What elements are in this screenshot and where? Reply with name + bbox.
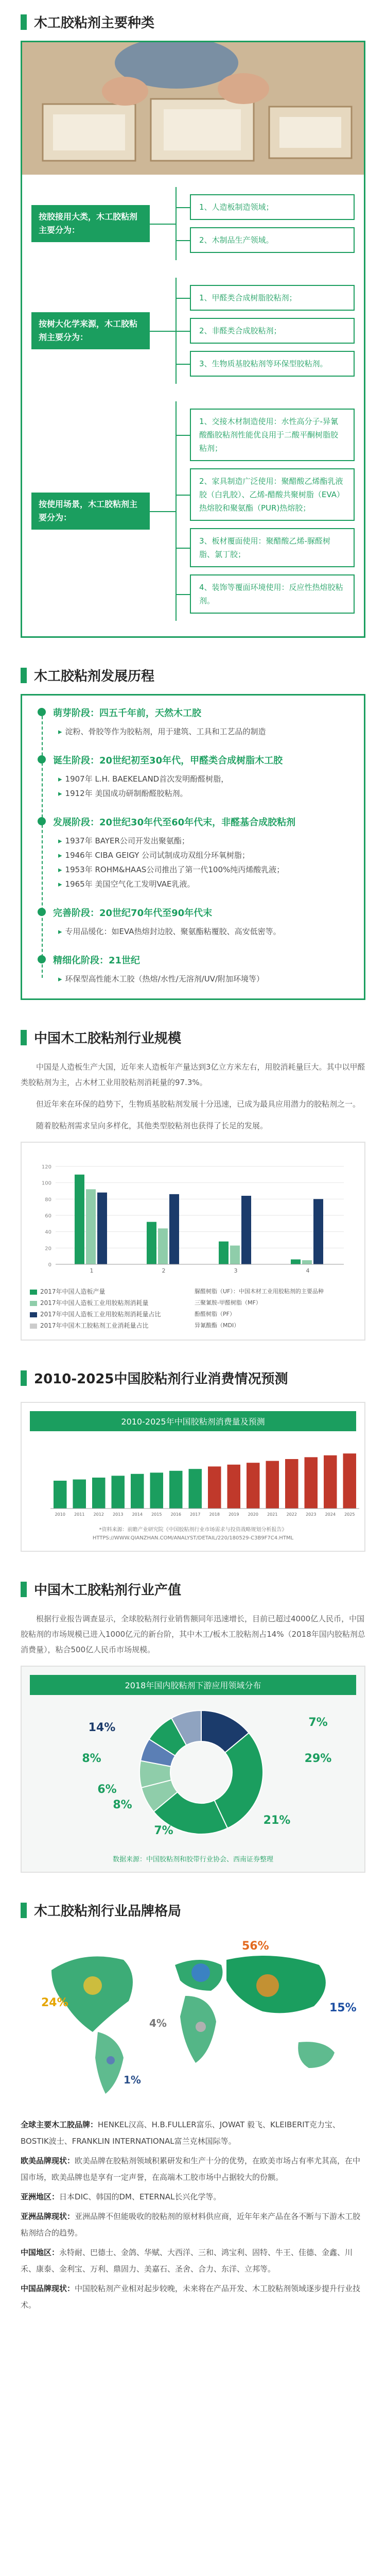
chart-value-card (21, 1666, 365, 1873)
y-tick-label: 80 (45, 1197, 51, 1203)
section-bar (21, 14, 27, 30)
section-title-types (0, 0, 386, 41)
world-map (21, 1929, 365, 2106)
era-dot (38, 755, 46, 764)
value-paragraph: 根据行业报告调查显示，全球胶粘剂行业销售额同年迅速增长，目前已超过4000亿人民币，中国胶粘剂的市场规模已进入1000亿元的新台阶，其中木工/板木工胶粘剂占14%（2018年国内胶粘剂总消费量），粘合500亿人民币市场规模。 (21, 1614, 365, 1654)
pie-pct-label: 14% (88, 1721, 116, 1734)
brand-value: 欧美品牌在胶粘剂领域积累研发和生产十分的优势，在欧美市场占有率尤其高，在中国市场，欧美品牌也是享有一定声誉，在高端木工胶市场中占据较大的份额。 (21, 2156, 361, 2182)
era-line: ▸ 1946年 CIBA GEIGY 公司试制成功双组分环氧树脂； (53, 848, 350, 862)
legend-entry (30, 1286, 195, 1297)
brand-value: 永特耐、巴德士、金鸽、华赋、大西洋、三和、鸿宝利、固特、牛王、佳德、金鑫、川禾、康泰、金利宝、万利、鼎固力、美嘉石、圣舍、合力、东洋、立邦等。 (21, 2248, 353, 2274)
x-tick-label: 2024 (325, 1512, 336, 1517)
market-paragraph: 但近年来在环保的趋势下，生物质基胶粘剂发展十分迅速，已成为最具应用潜力的胶粘剂之一。 (36, 1099, 361, 1109)
section-title-history (0, 653, 386, 694)
x-tick-label: 2025 (344, 1512, 355, 1517)
history-era (53, 953, 350, 986)
section-bar (21, 1903, 27, 1918)
bar (343, 1453, 357, 1509)
brand-paragraph (21, 2153, 365, 2185)
chart-note: 异氰酸酯（MDI） (195, 1322, 240, 1329)
x-tick-label: 2017 (190, 1512, 201, 1517)
tree-item: 2、木制品生产领域。 (190, 227, 355, 253)
bar (54, 1481, 67, 1509)
tree-group-label: 按树大化学来源，木工胶粘剂主要分为： (31, 312, 150, 349)
era-line: ▸ 1907年 L.H. BAEKELAND首次发明酚醛树脂， (53, 772, 350, 786)
pie-pct-label: 29% (304, 1752, 332, 1765)
section-title-text: 2010-2025中国胶粘剂行业消费情况预测 (34, 1371, 288, 1387)
brand-key: 全球主要木工胶品牌： (21, 2120, 98, 2129)
y-tick-label: 120 (41, 1164, 51, 1170)
market-paragraph: 随着胶粘剂需求呈向多样化，其他类型胶粘剂也获得了长足的发展。 (36, 1121, 268, 1130)
section-title-text: 中国木工胶粘剂行业产值 (34, 1583, 182, 1598)
tree-connector (150, 511, 176, 512)
era-line: ▸ 专用品缓化：如EVA热熔封边胶、聚氨酯粘覆胶、高安低密等。 (53, 924, 350, 939)
x-tick-label: 2013 (113, 1512, 124, 1517)
tree-group-label: 按使用场景，木工胶粘剂主要分为： (31, 493, 150, 530)
x-tick-label: 2011 (74, 1512, 85, 1517)
era-line: ▸ 1953年 ROHM&HAAS公司推出了第一代100%纯丙烯酸乳液； (53, 862, 350, 877)
chart-market-legend (30, 1286, 195, 1331)
era-dot (38, 708, 46, 716)
bar (75, 1175, 84, 1264)
pie-pct-label: 6% (97, 1783, 117, 1796)
brand-paragraph (21, 2189, 365, 2205)
section-title-text: 中国木工胶粘剂行业规模 (34, 1031, 182, 1046)
bar (285, 1459, 299, 1509)
section-bar (21, 1582, 27, 1597)
bar (313, 1199, 323, 1264)
era-line: ▸ 1965年 美国空气化工发明VAE乳液。 (53, 877, 350, 891)
brand-value: 中国胶粘剂产业相对起步较晚，未来将在产品开发、木工胶粘剂领域逐步提升行业技术。 (21, 2284, 361, 2310)
bar (302, 1260, 312, 1264)
brand-value: 亚洲品牌不但能吸收的胶粘剂的原材料供应商，近年年来产品在各不断与下游木工胶粘剂结合的趋势。 (21, 2212, 361, 2238)
brand-paragraph (21, 2244, 365, 2277)
legend-swatch (30, 1290, 37, 1295)
y-tick-label: 0 (48, 1262, 51, 1268)
x-tick-label: 2019 (229, 1512, 239, 1517)
chart-market-notes (195, 1286, 356, 1331)
brand-paragraph (21, 2208, 365, 2241)
chart-consumption-head: 2010-2025年中国胶粘剂消费量及预测 (30, 1411, 356, 1431)
bar (131, 1474, 144, 1509)
bar (112, 1476, 125, 1509)
chart-market-card (21, 1142, 365, 1341)
bar (324, 1455, 337, 1509)
x-tick-label: 2021 (267, 1512, 278, 1517)
bar (189, 1469, 202, 1509)
chart-market (30, 1151, 373, 1280)
chart-consumption (30, 1431, 373, 1524)
tree-item: 1、人造板制造领域； (190, 194, 355, 220)
x-tick-label: 2022 (286, 1512, 297, 1517)
world-map-svg (21, 1929, 365, 2104)
chart-consumption-source: *资料来源：前瞻产业研究院《中国胶粘剂行业市场需求与投资战略规划分析报告》 HTTPS://WWW.QIANZHAN.COM/ANALYST/DETAIL/220/180529-C3B9F7C4.HTML (92, 1527, 294, 1541)
bar (208, 1466, 221, 1509)
bar (73, 1480, 86, 1509)
tree-item: 3、板材覆面使用：聚醋酸乙烯-脲醛树脂、氯丁胶； (190, 528, 355, 567)
bar (230, 1246, 240, 1264)
history-era (53, 815, 350, 891)
bar (150, 1472, 164, 1509)
x-tick-label: 2014 (132, 1512, 143, 1517)
x-tick-label: 4 (306, 1267, 310, 1274)
bar (97, 1193, 107, 1264)
chart-value-head: 2018年国内胶粘剂下游应用领域分布 (30, 1675, 356, 1695)
brand-paragraph (21, 2280, 365, 2313)
tree-item: 4、装饰等覆面环境使用：反应性热熔胶粘剂。 (190, 574, 355, 614)
history-timeline (21, 694, 365, 1000)
timeline-line (42, 711, 43, 978)
bar (305, 1457, 318, 1509)
bar (86, 1189, 96, 1264)
map-pct-asia: 56% (242, 1940, 269, 1953)
brand-key: 欧美品牌现状： (21, 2156, 75, 2165)
bar (247, 1463, 260, 1509)
x-tick-label: 2018 (209, 1512, 220, 1517)
pie-pct-label: 7% (154, 1824, 173, 1837)
history-era (53, 753, 350, 801)
x-tick-label: 2012 (93, 1512, 104, 1517)
x-tick-label: 2020 (248, 1512, 258, 1517)
chart-value (30, 1695, 373, 1850)
bar (291, 1260, 301, 1265)
legend-entry (30, 1309, 195, 1320)
section-bar (21, 1370, 27, 1386)
x-tick-label: 3 (234, 1267, 238, 1274)
history-era (53, 706, 350, 739)
era-title: 发展阶段：20世纪30年代至60年代末，非醛基合成胶粘剂 (53, 817, 296, 828)
era-title: 萌芽阶段：四五千年前，天然木工胶 (53, 708, 201, 719)
x-tick-label: 1 (90, 1267, 94, 1274)
pie-pct-label: 7% (308, 1716, 328, 1729)
era-dot (38, 817, 46, 825)
history-era (53, 906, 350, 939)
era-line: ▸ 1937年 BAYER公司开发出聚氨酯； (53, 834, 350, 848)
section-title-brand (0, 1888, 386, 1929)
tree-items (176, 401, 355, 621)
tree-item: 1、交接木材制造使用：水性高分子-异氰酸酯胶粘剂性能优良用于二酸平酮树脂胶粘剂； (190, 409, 355, 461)
x-tick-label: 2023 (306, 1512, 317, 1517)
chart-value-source: 数据来源：中国胶粘剂和胶带行业协会、西南证券整理 (112, 1856, 273, 1863)
brand-key: 亚洲品牌现状： (21, 2212, 75, 2221)
y-tick-label: 100 (41, 1180, 51, 1187)
bar (241, 1196, 251, 1264)
legend-label: 2017年中国人造板产量 (40, 1288, 106, 1295)
section-title-text: 木工胶粘剂发展历程 (34, 669, 155, 684)
brand-key: 中国地区： (21, 2248, 60, 2257)
section-title-text: 木工胶粘剂行业品牌格局 (34, 1904, 182, 1919)
section-title-value (0, 1567, 386, 1608)
legend-entry (30, 1320, 195, 1331)
bar (147, 1222, 156, 1264)
section-bar (21, 1030, 27, 1045)
legend-label: 2017年中国木工胶粘剂工业消耗量占比 (40, 1322, 149, 1329)
brand-text (21, 2116, 365, 2313)
tree-group-scene (31, 401, 355, 621)
pie-pct-label: 8% (113, 1799, 132, 1811)
chart-note: 三聚氰胺-甲醛树脂（MF） (195, 1299, 261, 1306)
chart-market-legend-row (30, 1286, 356, 1331)
bar (169, 1194, 179, 1264)
legend-entry (30, 1297, 195, 1309)
tree-items (176, 187, 355, 260)
era-title: 完善阶段：20世纪70年代至90年代末 (53, 908, 213, 919)
bar (266, 1461, 279, 1509)
chart-note: 酚醛树脂（PF） (195, 1311, 235, 1317)
section-title-text: 木工胶粘剂主要种类 (34, 15, 155, 31)
map-pct-sa: 1% (124, 2074, 141, 2086)
map-pct-africa: 4% (149, 2017, 167, 2029)
legend-swatch (30, 1301, 37, 1306)
tree-group-label: 按胶接用大类，木工胶粘剂主要分为： (31, 205, 150, 242)
bar (219, 1242, 229, 1264)
era-line: ▸ 环保型高性能木工胶（热熔/水性/无溶剂/UV/附加环境等） (53, 972, 350, 986)
pie-pct-label: 8% (82, 1752, 101, 1765)
workshop-photo (21, 41, 365, 175)
market-paragraph: 中国是人造板生产大国，近年来人造板年产量达到3亿立方米左右，用胶消耗量巨大。其中以甲醛类胶粘剂为主，占木材工业用胶粘剂消耗量的97.3%。 (21, 1062, 365, 1087)
x-tick-label: 2015 (151, 1512, 162, 1517)
bar (227, 1465, 241, 1509)
brand-value: 日本DIC、韩国的DM、ETERNAL长兴化学等。 (59, 2192, 221, 2201)
x-tick-label: 2 (162, 1267, 166, 1274)
tree-connector (150, 224, 176, 225)
pie-pct-label: 21% (263, 1814, 291, 1827)
tree-connector (150, 331, 176, 332)
map-pct-america: 24% (41, 1996, 68, 2009)
tree-items (176, 278, 355, 384)
tree-group-chemistry (31, 278, 355, 384)
tree-item: 2、非醛类合成胶粘剂； (190, 318, 355, 344)
legend-swatch (30, 1312, 37, 1317)
tree-group-purpose (31, 187, 355, 260)
y-tick-label: 40 (45, 1229, 51, 1235)
legend-label: 2017年中国人造板工业用胶粘剂消耗量 (40, 1299, 149, 1307)
brand-key: 中国品牌现状： (21, 2284, 75, 2293)
tree-item: 1、甲醛类合成树脂胶粘剂； (190, 285, 355, 311)
map-pct-europe: 15% (329, 2002, 357, 2014)
bar (158, 1228, 168, 1264)
era-dot (38, 908, 46, 916)
section-title-consumption (0, 1356, 386, 1397)
bar (92, 1478, 106, 1509)
era-title: 诞生阶段：20世纪初至30年代，甲醛类合成树脂木工胶 (53, 755, 283, 766)
brand-paragraph (21, 2116, 365, 2149)
section-title-market (0, 1015, 386, 1056)
y-tick-label: 60 (45, 1213, 51, 1219)
legend-label: 2017年中国人造板工业用胶粘剂消耗量占比 (40, 1311, 161, 1318)
tree-item: 2、家具制造广泛使用：聚醋酸乙烯酯乳液胶（白乳胶）、乙烯-醋酸共聚树脂（EVA）热熔胶和聚氨酯（PUR)热熔胶； (190, 468, 355, 521)
brand-value: HENKEL汉高、H.B.FULLER富乐、JOWAT 毅飞、KLEIBERIT克力宝、BOSTIK波士、FRANKLIN INTERNATIONAL富兰克林国际等。 (21, 2120, 340, 2146)
x-tick-label: 2016 (170, 1512, 181, 1517)
workshop-illustration (22, 42, 365, 175)
chart-consumption-card (21, 1402, 365, 1552)
tree-item: 3、生物质基胶粘剂等环保型胶粘剂。 (190, 351, 355, 377)
bar (169, 1471, 183, 1509)
x-tick-label: 2010 (55, 1512, 65, 1517)
chart-note: 脲醛树脂（UF）：中国木材工业用胶粘剂的主要品种 (195, 1288, 324, 1295)
era-title: 精细化阶段：21世纪 (53, 955, 141, 966)
types-tree (21, 175, 365, 638)
footer-spacer (0, 2316, 386, 2337)
brand-key: 亚洲地区： (21, 2192, 60, 2201)
era-line: ▸ 1912年 美国成功研制酚醛胶粘剂。 (53, 786, 350, 801)
era-dot (38, 955, 46, 963)
section-bar (21, 668, 27, 683)
legend-swatch (30, 1324, 37, 1329)
era-line: ▸ 淀粉、骨胶等作为胶粘剂，用于建筑、工具和工艺品的制造 (53, 724, 350, 739)
y-tick-label: 20 (45, 1246, 51, 1252)
